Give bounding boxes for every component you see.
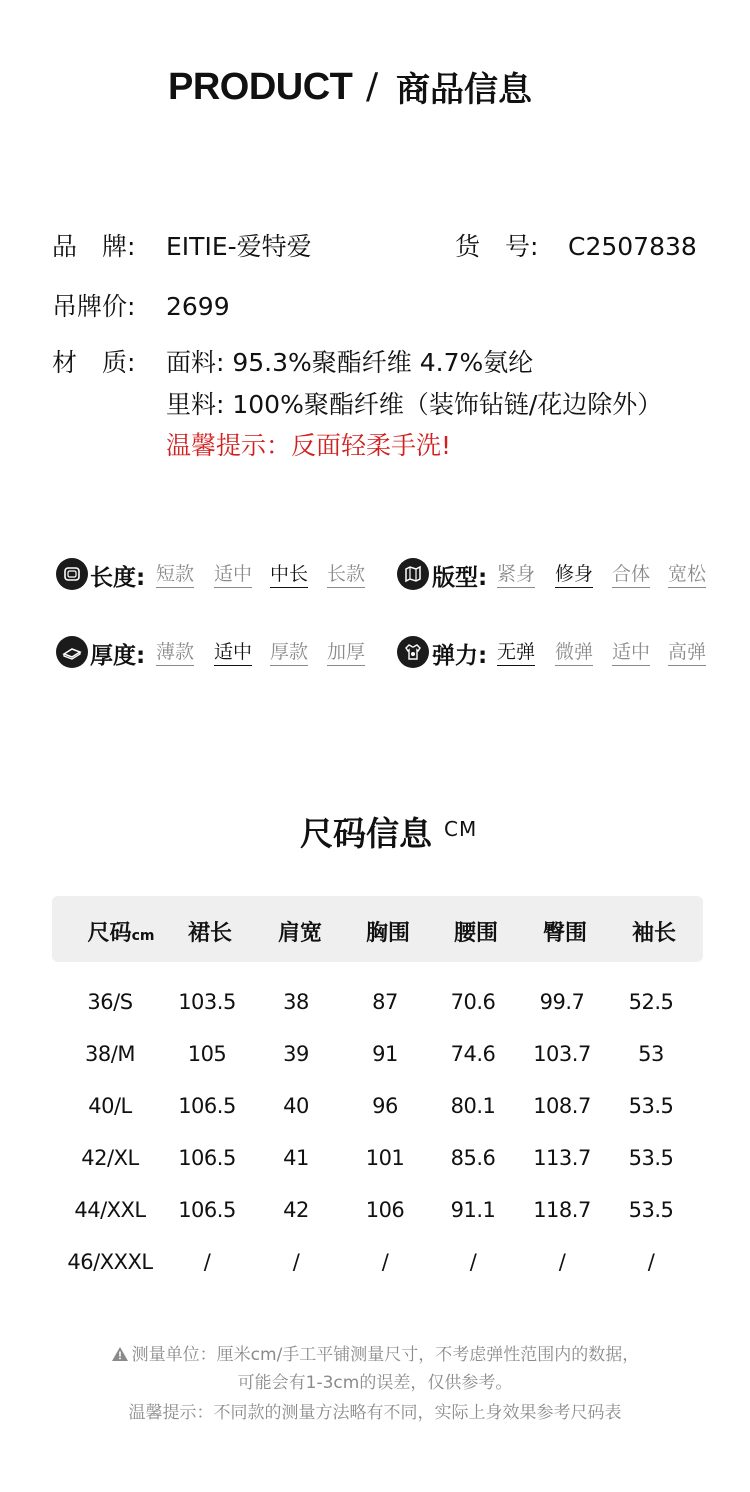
measurement-cell: 113.7 xyxy=(533,1146,591,1170)
option-slim-selected: 修身 xyxy=(555,563,593,588)
measurement-cell: 106.5 xyxy=(178,1146,236,1170)
measurement-cell: 108.7 xyxy=(533,1094,591,1118)
header-title-en: PRODUCT xyxy=(168,66,353,108)
measurement-cell: 38 xyxy=(283,990,309,1014)
brand-value: EITIE-爱特爱 xyxy=(166,232,312,261)
fit-map-icon xyxy=(397,558,429,590)
product-header xyxy=(0,58,750,118)
size-cell: 46/XXXL xyxy=(67,1250,153,1274)
measurement-cell: / xyxy=(469,1250,477,1274)
measurement-cell: 91 xyxy=(372,1042,398,1066)
sku-label: 货 号: xyxy=(455,232,539,261)
measurement-cell: 87 xyxy=(372,990,398,1014)
option-medium: 适中 xyxy=(214,563,252,588)
attr-thickness xyxy=(0,634,750,674)
note-line-3: 温馨提示：不同款的测量方法略有不同，实际上身效果参考尺码表 xyxy=(128,1403,622,1423)
measurement-cell: 42 xyxy=(283,1198,309,1222)
option-extra-thick: 加厚 xyxy=(327,641,365,666)
size-unit: CM xyxy=(444,817,478,841)
option-medium-stretch: 适中 xyxy=(612,641,650,666)
option-loose: 宽松 xyxy=(668,563,706,588)
option-thick: 厚款 xyxy=(270,641,308,666)
size-cell: 36/S xyxy=(87,990,133,1014)
measurement-cell: 41 xyxy=(283,1146,309,1170)
measurement-cell: 106.5 xyxy=(178,1198,236,1222)
header-separator: / xyxy=(366,66,379,107)
measurement-cell: / xyxy=(558,1250,566,1274)
attr-length xyxy=(0,556,750,596)
measurement-cell: 74.6 xyxy=(450,1042,496,1066)
measurement-cell: 118.7 xyxy=(533,1198,591,1222)
option-short: 短款 xyxy=(156,563,194,588)
size-cell: 42/XL xyxy=(81,1146,139,1170)
header-shoulder: 肩宽 xyxy=(277,921,322,946)
measurement-cell: / xyxy=(381,1250,389,1274)
measurement-cell: 70.6 xyxy=(450,990,496,1014)
option-no-stretch-selected: 无弹 xyxy=(497,641,535,666)
measurement-cell: 53.5 xyxy=(628,1146,674,1170)
measurement-cell: 103.5 xyxy=(178,990,236,1014)
measurement-cell: 106.5 xyxy=(178,1094,236,1118)
measurement-cell: 91.1 xyxy=(450,1198,496,1222)
header-hip: 臀围 xyxy=(542,921,587,946)
measurement-cell: 53 xyxy=(638,1042,664,1066)
option-slight-stretch: 微弹 xyxy=(555,641,593,666)
note-line-1: 测量单位：厘米cm/手工平铺测量尺寸，不考虑弹性范围内的数据， xyxy=(0,1340,750,1367)
size-cell: 40/L xyxy=(88,1094,132,1118)
measurement-cell: / xyxy=(647,1250,655,1274)
attr-label: 弹力: xyxy=(432,643,488,669)
option-regular: 合体 xyxy=(612,563,650,588)
warning-icon xyxy=(111,1346,129,1367)
size-cell: 44/XXL xyxy=(74,1198,146,1222)
measurement-cell: 105 xyxy=(187,1042,227,1066)
size-title: 尺码信息 xyxy=(300,814,432,853)
tshirt-stretch-icon xyxy=(397,636,429,668)
option-thin: 薄款 xyxy=(156,641,194,666)
measurement-cell: / xyxy=(203,1250,211,1274)
header-sleeve: 袖长 xyxy=(631,921,676,946)
thickness-icon xyxy=(56,636,88,668)
size-cell: 38/M xyxy=(85,1042,135,1066)
header-size: 尺码cm xyxy=(87,921,155,946)
measurement-cell: 39 xyxy=(283,1042,309,1066)
option-tight: 紧身 xyxy=(497,563,535,588)
attr-label: 版型: xyxy=(432,565,488,591)
measurement-cell: 53.5 xyxy=(628,1094,674,1118)
option-high-stretch: 高弹 xyxy=(668,641,706,666)
measurement-cell: 101 xyxy=(365,1146,405,1170)
measurement-cell: 40 xyxy=(283,1094,309,1118)
measurement-cell: 106 xyxy=(365,1198,405,1222)
price-label: 吊牌价: xyxy=(52,292,136,321)
measurement-cell: 96 xyxy=(372,1094,398,1118)
measurement-cell: 52.5 xyxy=(628,990,674,1014)
measurement-cell: 85.6 xyxy=(450,1146,496,1170)
header-bust: 胸围 xyxy=(365,921,410,946)
material-outer: 面料: 95.3%聚酯纤维 4.7%氨纶 xyxy=(166,348,534,377)
sku-value: C2507838 xyxy=(568,232,697,261)
material-label: 材 质: xyxy=(52,348,136,377)
measurement-cell: 80.1 xyxy=(450,1094,496,1118)
header-waist: 腰围 xyxy=(453,921,498,946)
attr-label: 厚度: xyxy=(90,643,146,669)
material-lining: 里料: 100%聚酯纤维（装饰钻链/花边除外） xyxy=(166,390,663,419)
measurement-cell: 53.5 xyxy=(628,1198,674,1222)
care-tip: 温馨提示：反面轻柔手洗! xyxy=(166,431,452,460)
measurement-cell: 99.7 xyxy=(539,990,585,1014)
note-line-2: 可能会有1-3cm的误差，仅供参考。 xyxy=(237,1373,513,1393)
option-moderate-selected: 适中 xyxy=(214,641,252,666)
attr-label: 长度: xyxy=(90,565,146,591)
brand-label: 品 牌: xyxy=(52,232,136,261)
header-title-cn: 商品信息 xyxy=(396,70,532,110)
option-midi-selected: 中长 xyxy=(270,563,308,588)
option-long: 长款 xyxy=(327,563,365,588)
measurement-cell: / xyxy=(292,1250,300,1274)
header-dress-length: 裙长 xyxy=(187,921,232,946)
price-value: 2699 xyxy=(166,292,230,321)
measurement-cell: 103.7 xyxy=(533,1042,591,1066)
dress-length-icon xyxy=(56,558,88,590)
